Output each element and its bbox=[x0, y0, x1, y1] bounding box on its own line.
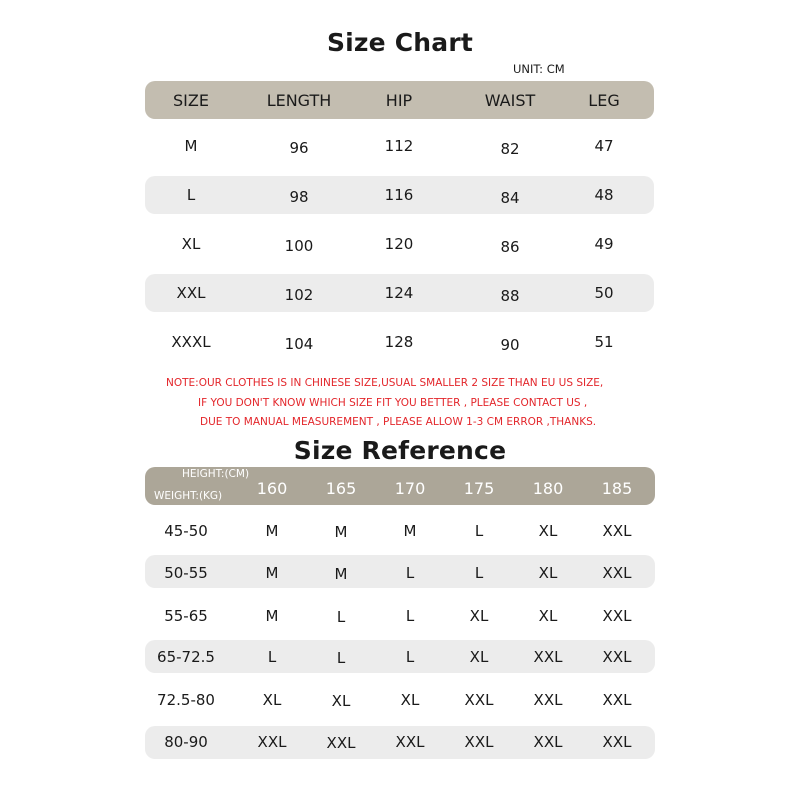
size-cell: XL bbox=[331, 692, 351, 711]
height-header: 185 bbox=[601, 479, 633, 498]
table-row bbox=[145, 505, 655, 548]
size-cell: XXL bbox=[326, 733, 356, 752]
length-cell: 100 bbox=[284, 237, 314, 255]
size-cell: M bbox=[265, 522, 279, 540]
size-cell: XXL bbox=[602, 522, 632, 540]
column-header-hip: HIP bbox=[385, 91, 413, 110]
size-cell: XL bbox=[469, 606, 489, 625]
size-cell: XL bbox=[262, 691, 282, 710]
column-header-size: SIZE bbox=[173, 91, 209, 110]
leg-cell: 50 bbox=[594, 284, 614, 302]
leg-cell: 49 bbox=[594, 235, 614, 253]
column-header-length: LENGTH bbox=[266, 91, 332, 110]
weight-cell: 55-65 bbox=[164, 606, 208, 625]
size-cell: M bbox=[334, 523, 348, 541]
size-chart-header bbox=[145, 81, 654, 119]
height-header: 160 bbox=[256, 479, 288, 498]
size-cell: XXXL bbox=[171, 333, 211, 351]
size-chart-table bbox=[145, 81, 654, 364]
size-cell: XL bbox=[181, 235, 201, 253]
size-cell: L bbox=[474, 522, 484, 540]
hip-cell: 124 bbox=[384, 284, 414, 302]
height-header: 180 bbox=[532, 479, 564, 498]
size-cell: XL bbox=[469, 648, 489, 667]
size-cell: L bbox=[267, 648, 277, 667]
size-cell: M bbox=[265, 606, 279, 625]
size-cell: XXL bbox=[602, 606, 632, 625]
size-cell: L bbox=[336, 649, 346, 668]
size-cell: XXL bbox=[602, 691, 632, 710]
size-cell: XXL bbox=[602, 732, 632, 751]
size-cell: XL bbox=[538, 522, 558, 540]
waist-cell: 82 bbox=[500, 140, 520, 158]
weight-cell: 72.5-80 bbox=[157, 691, 215, 710]
weight-axis-label: WEIGHT:(KG) bbox=[154, 490, 223, 502]
height-header: 165 bbox=[325, 479, 357, 498]
size-cell: XL bbox=[538, 563, 558, 582]
table-row bbox=[145, 719, 655, 762]
size-cell: XXL bbox=[533, 732, 563, 751]
size-cell: XXL bbox=[602, 648, 632, 667]
weight-cell: 80-90 bbox=[164, 732, 208, 751]
weight-cell: 65-72.5 bbox=[157, 648, 215, 667]
waist-cell: 84 bbox=[500, 189, 520, 207]
size-cell: XXL bbox=[533, 691, 563, 710]
size-reference-table bbox=[145, 467, 655, 762]
table-row bbox=[145, 119, 654, 168]
note-line: NOTE:OUR CLOTHES IS IN CHINESE SIZE,USUAL SMALLER 2 SIZE THAN EU US SIZE, bbox=[166, 377, 604, 389]
size-cell: L bbox=[405, 563, 415, 582]
table-row bbox=[145, 168, 654, 217]
hip-cell: 116 bbox=[384, 186, 414, 204]
row-stripe bbox=[145, 640, 655, 673]
size-cell: XL bbox=[400, 691, 420, 710]
waist-cell: 86 bbox=[500, 238, 520, 256]
column-header-waist: WAIST bbox=[484, 91, 536, 110]
table-row bbox=[145, 217, 654, 266]
size-cell: L bbox=[336, 607, 346, 626]
note-line: DUE TO MANUAL MEASUREMENT , PLEASE ALLOW 1-3 CM ERROR ,THANKS. bbox=[200, 416, 597, 428]
size-cell: M bbox=[334, 564, 348, 583]
note-line: IF YOU DON'T KNOW WHICH SIZE FIT YOU BETTER , PLEASE CONTACT US , bbox=[198, 397, 588, 409]
column-header-leg: LEG bbox=[588, 91, 620, 110]
leg-cell: 48 bbox=[594, 186, 614, 204]
leg-cell: 51 bbox=[594, 333, 614, 351]
size-cell: XL bbox=[538, 606, 558, 625]
size-cell: M bbox=[184, 137, 198, 155]
size-cell: XXL bbox=[395, 732, 425, 751]
hip-cell: 112 bbox=[384, 137, 414, 155]
size-cell: XXL bbox=[602, 563, 632, 582]
table-row bbox=[145, 591, 655, 634]
size-cell: L bbox=[405, 606, 415, 625]
size-cell: L bbox=[405, 648, 415, 667]
size-cell: XXL bbox=[257, 732, 287, 751]
table-row bbox=[145, 548, 655, 591]
table-row bbox=[145, 266, 654, 315]
size-cell: XXL bbox=[533, 648, 563, 667]
table-row bbox=[145, 676, 655, 719]
size-reference-header bbox=[145, 467, 655, 505]
length-cell: 104 bbox=[284, 335, 314, 353]
hip-cell: 128 bbox=[384, 333, 414, 351]
row-stripe bbox=[145, 555, 655, 588]
size-cell: XXL bbox=[464, 732, 494, 751]
size-cell: M bbox=[265, 563, 279, 582]
length-cell: 102 bbox=[284, 286, 314, 304]
hip-cell: 120 bbox=[384, 235, 414, 253]
size-chart-title: Size Chart bbox=[326, 28, 474, 57]
unit-label: UNIT: CM bbox=[513, 62, 565, 76]
weight-cell: 45-50 bbox=[164, 522, 208, 540]
waist-cell: 90 bbox=[500, 336, 520, 354]
length-cell: 96 bbox=[289, 139, 309, 157]
size-reference-title: Size Reference bbox=[293, 436, 507, 465]
leg-cell: 47 bbox=[594, 137, 614, 155]
length-cell: 98 bbox=[289, 188, 309, 206]
table-row bbox=[145, 633, 655, 676]
height-axis-label: HEIGHT:(CM) bbox=[182, 468, 250, 480]
table-row bbox=[145, 315, 654, 364]
waist-cell: 88 bbox=[500, 287, 520, 305]
height-header: 175 bbox=[463, 479, 495, 498]
size-cell: XXL bbox=[176, 284, 206, 302]
size-cell: L bbox=[474, 563, 484, 582]
size-cell: L bbox=[186, 186, 196, 204]
height-header: 170 bbox=[394, 479, 426, 498]
size-cell: M bbox=[403, 522, 417, 540]
size-cell: XXL bbox=[464, 691, 494, 710]
weight-cell: 50-55 bbox=[164, 563, 208, 582]
